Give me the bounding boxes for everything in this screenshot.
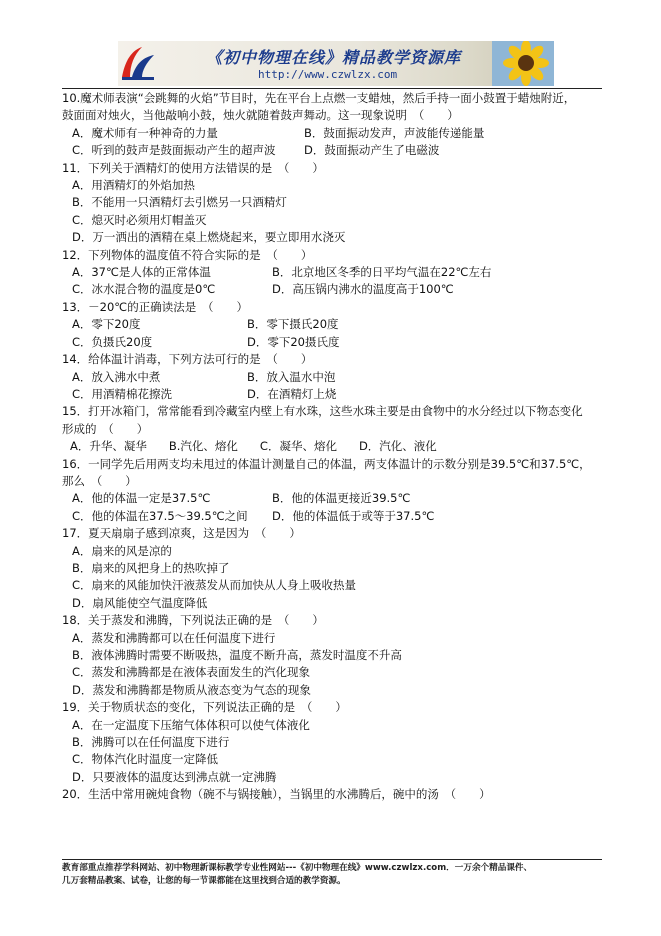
question-stem <box>62 699 607 716</box>
question-19 <box>62 699 607 786</box>
question-stem <box>62 107 607 124</box>
question-stem <box>62 786 607 803</box>
question-text: 下列物体的温度值不符合实际的是 （ ） <box>88 247 313 262</box>
answer-option: C．物体汽化时温度一定降低 <box>72 752 219 767</box>
question-number: 19． <box>62 700 89 715</box>
question-stem <box>62 351 607 368</box>
question-stem <box>62 299 607 316</box>
answer-option: C．冰水混合物的温度是0℃ <box>72 282 216 297</box>
question-number: 12． <box>62 247 89 262</box>
answer-option: B．北京地区冬季的日平均气温在22℃左右 <box>272 265 492 280</box>
question-list <box>62 90 607 804</box>
answer-option: D．只要液体的温度达到沸点就一定沸腾 <box>72 769 277 784</box>
answer-option: A．蒸发和沸腾都可以在任何温度下进行 <box>72 630 276 645</box>
question-text: 形成的 （ ） <box>62 421 149 436</box>
answer-options <box>62 125 607 160</box>
answer-option: B．不能用一只酒精灯去引燃另一只酒精灯 <box>72 195 287 210</box>
footer-line-2: 几万套精品教案、试卷，让您的每一节课都能在这里找到合适的教学资源。 <box>62 876 346 886</box>
question-text: 一同学先后用两支均未甩过的体温计测量自己的体温，两支体温计的示数分别是39.5℃和37.5℃， <box>88 456 591 471</box>
question-number: 14． <box>62 352 89 367</box>
question-stem <box>62 456 607 473</box>
question-number: 18． <box>62 613 89 628</box>
banner-title: 《初中物理在线》精品教学资源库 <box>206 48 462 67</box>
question-12 <box>62 247 607 299</box>
answer-option: C．凝华、熔化 <box>259 439 337 454</box>
answer-option: A．升华、凝华 <box>70 439 147 454</box>
answer-option: B．他的体温更接近39.5℃ <box>272 491 411 506</box>
question-text: 打开冰箱门，常常能看到冷藏室内壁上有水珠，这些水珠主要是由食物中的水分经过以下物态变化 <box>88 404 583 419</box>
answer-option: B．零下摄氏20度 <box>247 317 339 332</box>
question-text: 给体温计消毒，下列方法可行的是 （ ） <box>88 352 313 367</box>
question-number: 13． <box>62 299 89 314</box>
question-stem <box>62 421 607 438</box>
answer-option: B．扇来的风把身上的热吹掉了 <box>72 560 230 575</box>
question-14 <box>62 351 607 403</box>
question-18 <box>62 612 607 699</box>
question-number: 15． <box>62 404 89 419</box>
question-number: 16． <box>62 456 89 471</box>
question-number: 11． <box>62 160 89 175</box>
answer-option: D．扇风能使空气温度降低 <box>72 595 208 610</box>
answer-option: C．听到的鼓声是鼓面振动产生的超声波 <box>72 143 276 158</box>
answer-option: B.汽化、熔化 <box>168 439 238 454</box>
question-20 <box>62 786 607 803</box>
answer-option: A．魔术师有一种神奇的力量 <box>72 125 218 140</box>
answer-option: D．万一洒出的酒精在桌上燃烧起来，要立即用水浇灭 <box>72 230 346 245</box>
question-text: 生活中常用碗炖食物（碗不与锅接触），当锅里的水沸腾后，碗中的汤 （ ） <box>88 787 491 802</box>
question-number: 20． <box>62 787 89 802</box>
answer-option: C．熄灭时必须用灯帽盖灭 <box>72 212 207 227</box>
answer-option: C．他的体温在37.5～39.5℃之间 <box>72 508 248 523</box>
answer-option: B．放入温水中泡 <box>247 369 336 384</box>
answer-option: B．液体沸腾时需要不断吸热，温度不断升高，蒸发时温度不升高 <box>72 648 402 662</box>
answer-options <box>62 490 607 525</box>
answer-option: D．在酒精灯上烧 <box>247 386 337 401</box>
question-text: －20℃的正确读法是 （ ） <box>88 299 248 314</box>
footer <box>62 862 607 888</box>
question-stem <box>62 90 607 107</box>
question-stem <box>62 403 607 420</box>
answer-options <box>62 316 607 351</box>
answer-option: A．零下20度 <box>72 317 141 332</box>
question-13 <box>62 299 607 351</box>
banner-url: http://www.czwlzx.com <box>258 68 398 81</box>
answer-option: D．蒸发和沸腾都是物质从液态变为气态的现象 <box>72 682 311 697</box>
answer-options <box>62 369 607 404</box>
question-text: 关于物质状态的变化，下列说法正确的是 （ ） <box>88 700 347 715</box>
answer-option: C．扇来的风能加快汗液蒸发从而加快从人身上吸收热量 <box>72 578 357 593</box>
question-16 <box>62 456 607 526</box>
question-stem <box>62 525 607 542</box>
question-17 <box>62 525 607 612</box>
answer-options <box>62 264 607 299</box>
answer-option: B．鼓面振动发声，声波能传递能量 <box>304 125 485 140</box>
logo-icon <box>118 43 158 83</box>
question-10 <box>62 90 607 160</box>
question-15 <box>62 403 607 455</box>
question-text: 关于蒸发和沸腾，下列说法正确的是 （ ） <box>88 613 324 628</box>
answer-option: C．用酒精棉花擦洗 <box>72 386 173 401</box>
answer-option: D．他的体温低于或等于37.5℃ <box>272 508 435 523</box>
answer-option: B．沸腾可以在任何温度下进行 <box>72 735 230 750</box>
answer-option: D．零下20摄氏度 <box>247 334 340 349</box>
header-banner <box>118 41 554 86</box>
footer-line-1: 教育部重点推荐学科网站、初中物理新课标教学专业性网站---《初中物理在线》www.czwlzx.com．一万余个精品课件、 <box>62 863 533 873</box>
question-text: 那么 （ ） <box>62 473 137 488</box>
answer-option: A．在一定温度下压缩气体体积可以使气体液化 <box>72 717 310 732</box>
question-stem <box>62 612 607 629</box>
answer-option: D．汽化、液化 <box>358 439 437 454</box>
answer-option: A．他的体温一定是37.5℃ <box>72 491 211 506</box>
question-text: 下列关于酒精灯的使用方法错误的是 （ ） <box>88 160 324 175</box>
answer-option: A．用酒精灯的外焰加热 <box>72 178 195 193</box>
question-number: 17． <box>62 526 89 541</box>
question-number: 10. <box>62 91 81 105</box>
answer-option: D．高压锅内沸水的温度高于100℃ <box>272 282 454 297</box>
question-11 <box>62 160 607 247</box>
question-text: 魔术师表演“会跳舞的火焰”节目时，先在平台上点燃一支蜡烛，然后手持一面小鼓置于蜡烛附近， <box>80 91 576 105</box>
answer-options <box>62 438 607 455</box>
question-stem <box>62 473 607 490</box>
answer-option: C．负摄氏20度 <box>72 334 153 349</box>
footer-rule <box>62 859 602 860</box>
header-rule <box>62 88 602 89</box>
sunflower-icon <box>492 41 554 86</box>
question-stem <box>62 160 607 177</box>
answer-option: A．37℃是人体的正常体温 <box>72 265 211 280</box>
answer-option: A．放入沸水中煮 <box>72 369 161 384</box>
question-text: 鼓面面对烛火，当他敲响小鼓，烛火就随着鼓声舞动。这一现象说明 （ ） <box>62 108 459 123</box>
answer-option: D．鼓面振动产生了电磁波 <box>304 143 440 158</box>
answer-option: A．扇来的风是凉的 <box>72 543 172 558</box>
question-stem <box>62 247 607 264</box>
answer-option: C．蒸发和沸腾都是在液体表面发生的汽化现象 <box>72 665 311 680</box>
question-text: 夏天扇扇子感到凉爽，这是因为 （ ） <box>88 526 301 541</box>
